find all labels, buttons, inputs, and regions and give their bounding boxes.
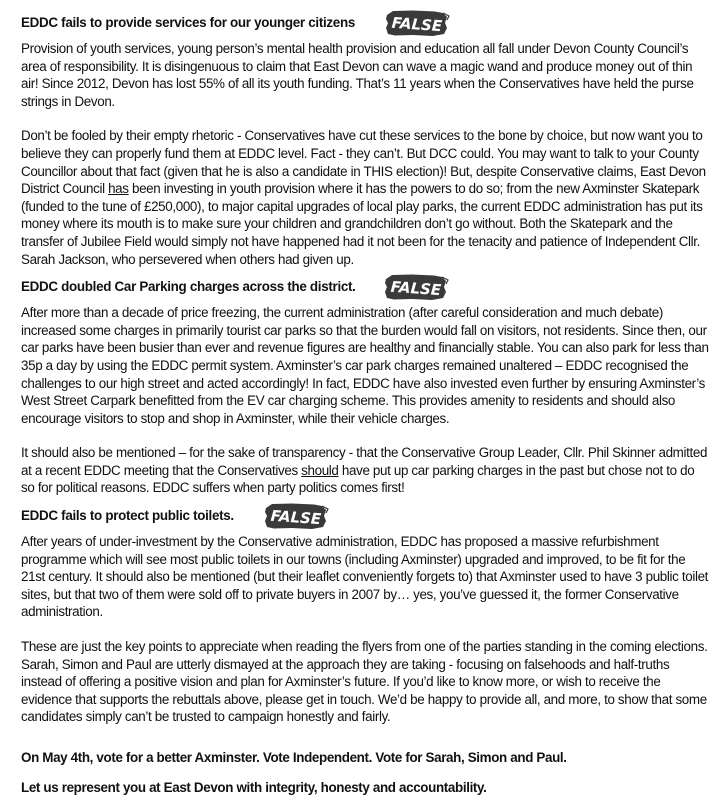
summary-paragraph: These are just the key points to appreciate when reading the flyers from one of the parties standing in the coming elections. Sarah, Simon and Paul are utterly dismayed at the approach they are taking - focusing on falsehoods and half-truths instead of offering a positive vision and plan for Axminster’s future. If you’d like to know more, or wish to receive the evidence that supports the rebuttals above, please get in touch. We’d be happy to provide all, and more, to show that some candidates simply can’t be trusted to campaign honestly and fairly. bbox=[21, 639, 708, 725]
false-stamp-graphic bbox=[383, 8, 451, 38]
section-heading-youth-services: EDDC fails to provide services for our younger citizens bbox=[21, 15, 355, 30]
false-stamp-label: FALSE bbox=[389, 277, 442, 300]
underlined-emphasis: should bbox=[301, 462, 339, 478]
paragraph-text: have put up car parking charges in the past but chose not to do so for political reasons. EDDC suffers when party politics comes first! bbox=[21, 462, 695, 496]
false-stamp-label: FALSE bbox=[269, 506, 322, 529]
paragraph-text: It should also be mentioned – for the sake of transparency - that the Conservative Group Leader, Cllr. Phil Skinner admitted at a recent EDDC meeting that the Conservatives bbox=[21, 445, 708, 478]
paragraph-text: After more than a decade of price freezing, the current administration (after careful consideration and much debate) increased some charges in primarily tourist car parks so that the burden would fall on visitors, not residents. Since then, our car parks have been busier than ever and revenue figures are healthy and financially stable. You can also park for less than 35p a day by using the EDDC permit system. Axminster’s car park charges remained unaltered – EDDC recognised the challenges to our high street and acted accordingly! In fact, EDDC have also invested even further by ensuring Axminster’s West Street Carpark benefitted from the EV car charging scheme. This provides amenity to residents and should also encourage visitors to stop and shop in Axminster, while their vehicle charges. bbox=[21, 305, 709, 426]
false-stamp-youth-services bbox=[383, 8, 451, 38]
paragraph bbox=[21, 533, 711, 621]
paragraph bbox=[21, 40, 711, 110]
false-stamp-public-toilets bbox=[262, 501, 330, 531]
closing-call-to-vote: On May 4th, vote for a better Axminster. Vote Independent. Vote for Sarah, Simon and Paul. bbox=[21, 750, 567, 765]
closing-pledge: Let us represent you at East Devon with integrity, honesty and accountability. bbox=[21, 780, 487, 795]
paragraph-text: Provision of youth services, young person’s mental health provision and education all fall under Devon County Council’s area of responsibility. It is disingenuous to claim that East Devon can wave a magic wand and produce money out of thin air! Since 2012, Devon has lost 55% of all its youth funding. That’s 11 years when the Conservatives have held the purse strings in Devon. bbox=[21, 41, 694, 109]
paragraph-text: Don’t be fooled by their empty rhetoric - Conservatives have cut these services to the bone by choice, but now want you to believe they can properly fund them at EDDC level. Fact - they can’t. But DCC could. You may want to talk to your County Councillor about that fact (given that he is also a candidate in THIS election)! But, despite Conservative claims, East Devon District Council bbox=[21, 128, 706, 197]
paragraph-text: After years of under-investment by the Conservative administration, EDDC has proposed a massive refurbishment programme which will see most public toilets in our towns (including Axminster) upgraded and improved, to be fit for the 21st century. It should also be mentioned (but their leaflet conveniently forgets to) that Axminster used to have 3 public toilet sites, but that two of them were sold off to private buyers in 2007 by… yes, you’ve guessed it, the former Conservative administration. bbox=[21, 534, 709, 620]
paragraph bbox=[21, 127, 711, 268]
section-header-youth-services bbox=[21, 8, 711, 38]
underlined-emphasis: has bbox=[108, 181, 129, 197]
false-stamp-graphic bbox=[262, 501, 330, 531]
section-heading-public-toilets: EDDC fails to protect public toilets. bbox=[21, 508, 234, 524]
false-stamp-graphic bbox=[382, 272, 450, 302]
section-header-public-toilets bbox=[21, 501, 711, 531]
false-stamp-car-parking bbox=[382, 272, 450, 302]
section-heading-car-parking: EDDC doubled Car Parking charges across the district. bbox=[21, 279, 356, 295]
paragraph-text: been investing in youth provision where it has the powers to do so; from the new Axminster Skatepark (funded to the tune of £250,000), to major capital upgrades of local play parks, the current EDDC administration has put its money where its mouth is to make sure your children and grandchildren don’t go without. Both the Skatepark and the transfer of Jubilee Field would simply not have happened had it not been for the tenacity and patience of Independent Cllr. Sarah Jackson, who persevered when others had given up. bbox=[21, 181, 703, 267]
false-stamp-label: FALSE bbox=[391, 13, 443, 36]
paragraph bbox=[21, 304, 711, 427]
document-body bbox=[21, 0, 711, 804]
section-header-car-parking bbox=[21, 272, 711, 302]
paragraph bbox=[21, 444, 711, 497]
